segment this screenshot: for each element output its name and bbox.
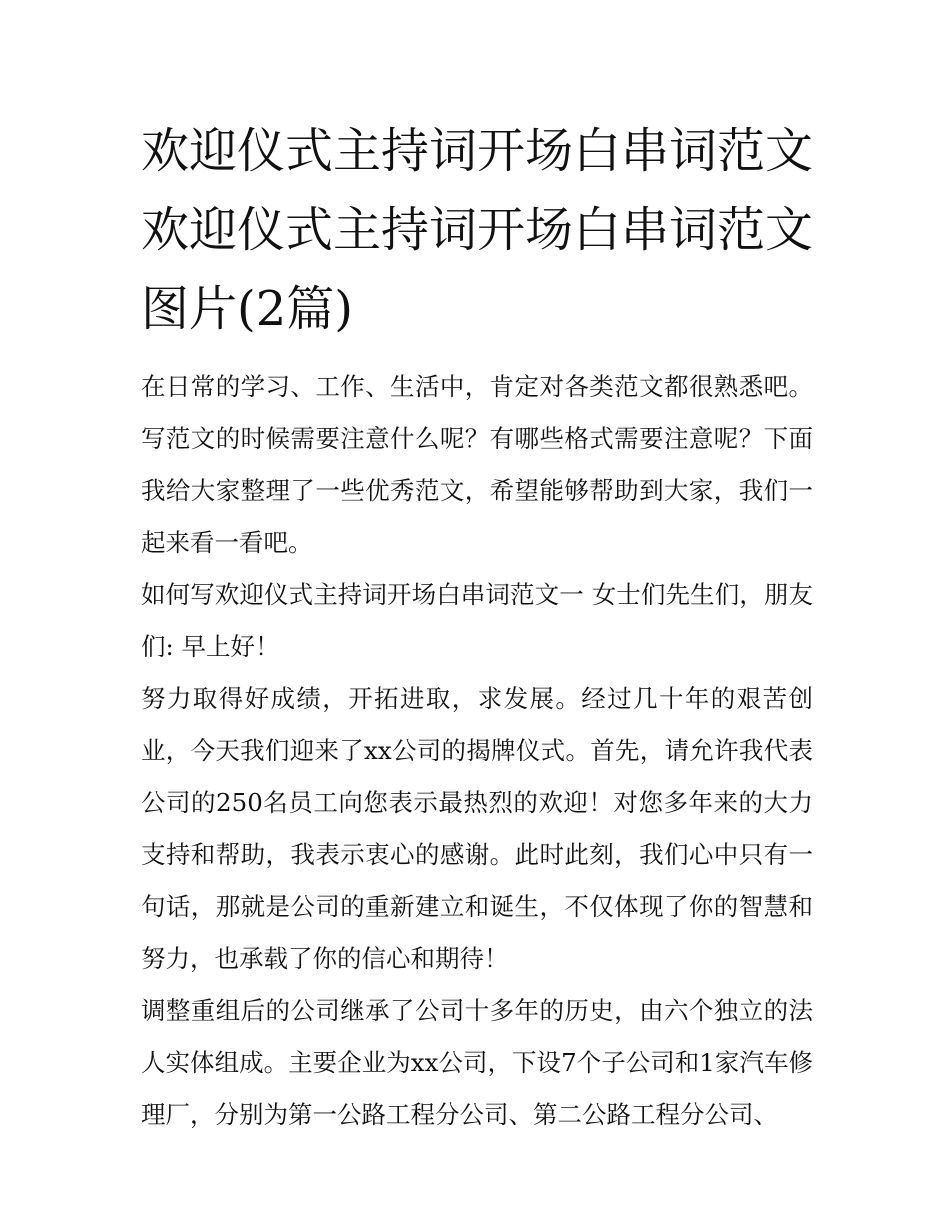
paragraph-intro: 在日常的学习、工作、生活中，肯定对各类范文都很熟悉吧。写范文的时候需要注意什么呢？有哪些格式需要注意呢？下面我给大家整理了一些优秀范文，希望能够帮助到大家，我们一起来看一看吧。 <box>141 372 813 557</box>
paragraph-welcome: 努力取得好成绩，开拓进取，求发展。经过几十年的艰苦创业，今天我们迎来了xx公司的揭牌仪式。首先，请允许我代表公司的250名员工向您表示最热烈的欢迎！对您多年来的大力支持和帮助，我表示衷心的感谢。此时此刻，我们心中只有一句话，那就是公司的重新建立和诞生，不仅体现了你的智慧和努力，也承载了你的信心和期待！ <box>141 684 813 973</box>
paragraph-company-history: 调整重组后的公司继承了公司十多年的历史，由六个独立的法人实体组成。主要企业为xx公司，下设7个子公司和1家汽车修理厂，分别为第一公路工程分公司、第二公路工程分公司、 <box>141 996 813 1129</box>
document-body <box>141 112 813 1141</box>
document-title: 欢迎仪式主持词开场白串词范文 欢迎仪式主持词开场白串词范文图片(2篇) <box>141 123 814 337</box>
paragraph-greeting: 如何写欢迎仪式主持词开场白串词范文一 女士们先生们，朋友们: 早上好！ <box>141 580 813 661</box>
